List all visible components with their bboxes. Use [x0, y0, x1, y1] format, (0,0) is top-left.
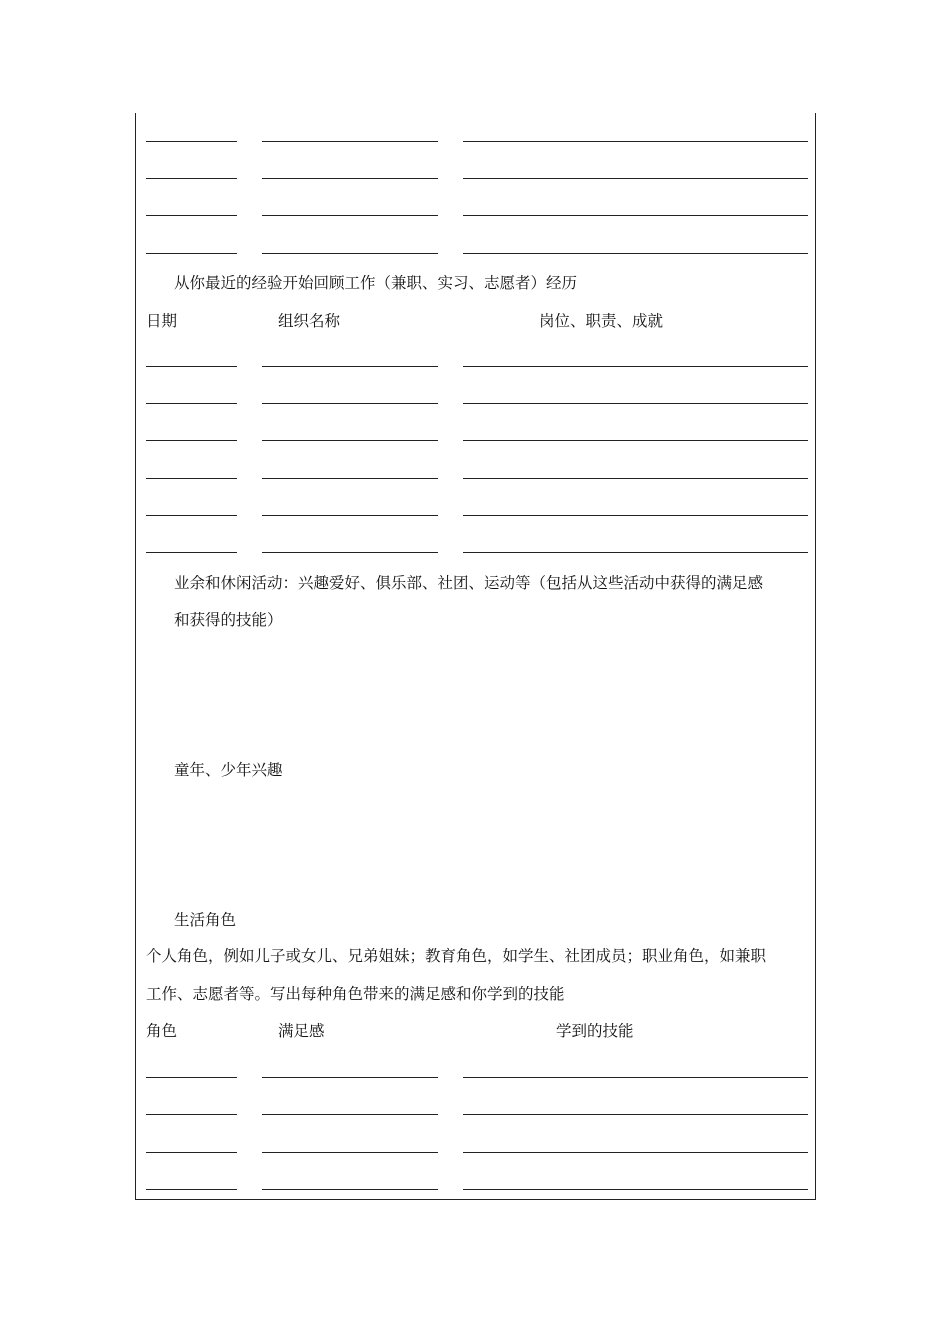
blank-line[interactable] — [262, 1189, 438, 1190]
blank-line[interactable] — [463, 141, 808, 142]
life-roles-description-line2: 工作、志愿者等。写出每种角色带来的满足感和你学到的技能 — [146, 985, 565, 1003]
column-header-skills-learned: 学到的技能 — [556, 1022, 634, 1040]
blank-row[interactable] — [136, 478, 815, 479]
blank-line[interactable] — [463, 178, 808, 179]
blank-line[interactable] — [146, 515, 237, 516]
blank-row[interactable] — [136, 1152, 815, 1153]
blank-line[interactable] — [146, 253, 237, 254]
blank-line[interactable] — [463, 403, 808, 404]
column-header-organization: 组织名称 — [278, 312, 341, 330]
blank-line[interactable] — [262, 366, 438, 367]
blank-row[interactable] — [136, 1189, 815, 1190]
blank-line[interactable] — [146, 215, 237, 216]
column-header-date: 日期 — [146, 312, 178, 330]
blank-line[interactable] — [146, 1077, 237, 1078]
blank-line[interactable] — [262, 141, 438, 142]
blank-line[interactable] — [463, 366, 808, 367]
blank-line[interactable] — [262, 440, 438, 441]
blank-line[interactable] — [262, 1114, 438, 1115]
life-roles-heading: 生活角色 — [174, 911, 237, 929]
blank-line[interactable] — [262, 1077, 438, 1078]
blank-row[interactable] — [136, 1077, 815, 1078]
leisure-heading-line2: 和获得的技能） — [174, 611, 283, 629]
blank-line[interactable] — [146, 366, 237, 367]
form-frame — [135, 113, 816, 1200]
blank-row[interactable] — [136, 178, 815, 179]
childhood-interests-heading: 童年、少年兴趣 — [174, 761, 283, 779]
blank-row[interactable] — [136, 1114, 815, 1115]
blank-line[interactable] — [146, 178, 237, 179]
blank-line[interactable] — [262, 1152, 438, 1153]
blank-line[interactable] — [463, 478, 808, 479]
blank-line[interactable] — [262, 253, 438, 254]
blank-row[interactable] — [136, 515, 815, 516]
blank-line[interactable] — [146, 403, 237, 404]
blank-line[interactable] — [262, 552, 438, 553]
blank-line[interactable] — [262, 178, 438, 179]
blank-line[interactable] — [463, 1189, 808, 1190]
blank-line[interactable] — [463, 440, 808, 441]
blank-line[interactable] — [463, 1114, 808, 1115]
column-header-role: 角色 — [146, 1022, 178, 1040]
blank-line[interactable] — [146, 1114, 237, 1115]
blank-line[interactable] — [262, 478, 438, 479]
blank-line[interactable] — [146, 141, 237, 142]
blank-line[interactable] — [262, 215, 438, 216]
blank-row[interactable] — [136, 215, 815, 216]
column-header-position: 岗位、职责、成就 — [539, 312, 664, 330]
blank-row[interactable] — [136, 141, 815, 142]
blank-line[interactable] — [463, 1152, 808, 1153]
blank-row[interactable] — [136, 552, 815, 553]
blank-line[interactable] — [463, 1077, 808, 1078]
leisure-heading-line1: 业余和休闲活动：兴趣爱好、俱乐部、社团、运动等（包括从这些活动中获得的满足感 — [174, 574, 764, 592]
life-roles-description-line1: 个人角色，例如儿子或女儿、兄弟姐妹；教育角色，如学生、社团成员；职业角色，如兼职 — [146, 947, 767, 965]
blank-line[interactable] — [262, 403, 438, 404]
blank-line[interactable] — [146, 1189, 237, 1190]
blank-line[interactable] — [146, 440, 237, 441]
column-header-satisfaction: 满足感 — [278, 1022, 325, 1040]
work-experience-heading: 从你最近的经验开始回顾工作（兼职、实习、志愿者）经历 — [174, 274, 578, 292]
blank-row[interactable] — [136, 403, 815, 404]
blank-row[interactable] — [136, 253, 815, 254]
blank-line[interactable] — [463, 215, 808, 216]
blank-line[interactable] — [146, 1152, 237, 1153]
blank-row[interactable] — [136, 440, 815, 441]
blank-line[interactable] — [463, 552, 808, 553]
blank-line[interactable] — [463, 515, 808, 516]
blank-line[interactable] — [146, 552, 237, 553]
blank-line[interactable] — [463, 253, 808, 254]
blank-row[interactable] — [136, 366, 815, 367]
blank-line[interactable] — [146, 478, 237, 479]
blank-line[interactable] — [262, 515, 438, 516]
